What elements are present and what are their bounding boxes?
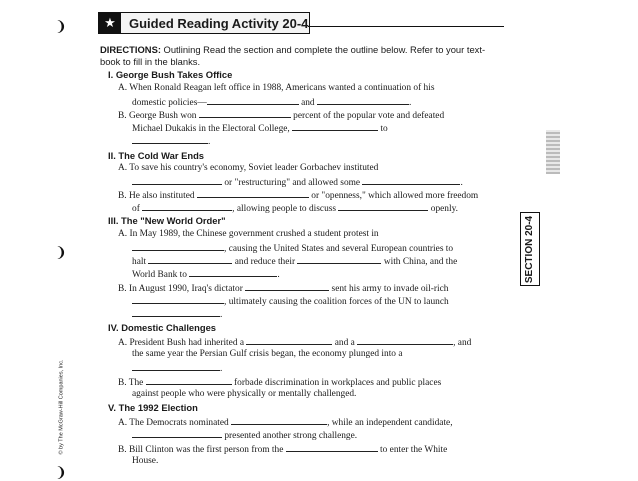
s4-b-line-1 [118, 376, 441, 389]
s5-b-text: B. Bill Clinton was the first person from the [118, 445, 284, 455]
blank[interactable] [142, 202, 232, 211]
blank[interactable] [132, 429, 222, 438]
copyright-notice [58, 360, 68, 460]
s2-a-line-2: or "restructuring" and allowed some . [132, 176, 463, 189]
s1-b-text: B. George Bush won [118, 111, 197, 121]
s3-a-text-4: World Bank to [132, 270, 187, 280]
section-tab [520, 212, 540, 286]
blank[interactable] [286, 443, 378, 452]
s2-b-text-3: , allowing people to discuss [232, 204, 337, 214]
s3-b-line-3: . [132, 308, 222, 321]
title-banner [98, 12, 310, 34]
edge-shading [546, 130, 560, 174]
blank[interactable] [245, 282, 329, 291]
blank[interactable] [297, 255, 381, 264]
s3-a-text-2: and reduce their [234, 257, 296, 267]
s5-b-line-2: House. [132, 456, 159, 466]
s1-b-text-3: Michael Dukakis in the Electoral College, [132, 124, 290, 134]
s5-b-line-1 [118, 443, 447, 456]
s3-a-line-1: A. In May 1989, the Chinese government crushed a student protest in [118, 229, 379, 239]
s5-a-text-2: , while an independent candidate, [327, 418, 453, 428]
s3-b-text: B. In August 1990, Iraq's dictator [118, 284, 243, 294]
directions-text-1: Outlining Read the section and complete the outline below. Refer to your text- [163, 44, 486, 55]
s4-a-text: A. President Bush had inherited a [118, 338, 245, 348]
binder-hole-mark-bottom: ❩ [55, 465, 67, 481]
heading-section-3: III. The "New World Order" [108, 215, 226, 226]
s4-a-line-2: the same year the Persian Gulf crisis began, the economy plunged into a [132, 349, 403, 359]
blank[interactable] [207, 96, 299, 105]
blank[interactable] [199, 109, 291, 118]
s2-b-openly: openly. [430, 204, 458, 214]
s3-b-text-3: , ultimately causing the coalition forces of the UN to launch [224, 297, 449, 307]
title-rule [308, 26, 504, 27]
s3-b-line-1 [118, 282, 448, 295]
blank[interactable] [132, 308, 220, 317]
s5-b-text-2: to enter the White [380, 445, 448, 455]
s2-b-line-2 [132, 202, 458, 215]
blank[interactable] [189, 268, 277, 277]
s1-a-and: and [301, 98, 315, 108]
s1-b-to: to [380, 124, 388, 134]
blank[interactable] [148, 255, 232, 264]
page-title: Guided Reading Activity 20-4 [129, 15, 309, 31]
blank[interactable] [357, 336, 453, 345]
s1-a-line-2: domestic policies— and . [132, 98, 412, 108]
star-icon: ★ [99, 13, 121, 33]
s4-a-line-1 [118, 336, 471, 349]
s4-b-line-2: against people who were physically or mentally challenged. [132, 389, 357, 399]
binder-hole-mark-top: ❩ [55, 19, 67, 35]
directions-label: DIRECTIONS: [100, 44, 161, 55]
s4-a-and-2: , and [453, 338, 472, 348]
s3-a-text-3: with China, and the [383, 257, 458, 267]
s2-b-text-2: or "openness," which allowed more freedom [311, 191, 479, 201]
heading-section-1: I. George Bush Takes Office [108, 69, 233, 80]
copyright-text: © by The McGraw-Hill Companies, Inc. [58, 359, 65, 455]
s3-a-text: , causing the United States and several European countries to [224, 244, 454, 254]
blank[interactable] [132, 362, 220, 371]
blank[interactable] [146, 376, 232, 385]
binder-hole-mark-middle: ❩ [55, 245, 67, 261]
blank[interactable] [317, 96, 409, 105]
s3-a-line-2 [132, 242, 453, 255]
heading-section-5: V. The 1992 Election [108, 402, 198, 413]
s1-b-line-3: . [132, 135, 210, 148]
s3-b-line-2 [132, 295, 449, 308]
heading-section-4: IV. Domestic Challenges [108, 322, 217, 333]
s2-b-of: of [132, 204, 140, 214]
s4-a-and: and a [334, 338, 355, 348]
blank[interactable] [197, 189, 309, 198]
blank[interactable] [338, 202, 428, 211]
s2-b-text: B. He also instituted [118, 191, 195, 201]
s3-b-text-2: sent his army to invade oil-rich [331, 284, 449, 294]
s1-a-line-1: A. When Ronald Reagan left office in 1988, Americans wanted a continuation of his [118, 83, 435, 93]
s4-b-text-2: forbade discrimination in workplaces and public places [234, 378, 442, 388]
heading-section-2: II. The Cold War Ends [108, 150, 205, 161]
s3-a-halt: halt [132, 257, 147, 267]
s3-a-line-3 [132, 255, 457, 268]
section-tab-label: SECTION 20-4 [524, 215, 536, 283]
blank[interactable] [132, 242, 224, 251]
s2-a-text: or "restructuring" and allowed some [224, 178, 361, 188]
s4-a-line-3: . [132, 362, 222, 375]
s1-a-text: domestic policies— [132, 98, 207, 108]
s5-a-text-3: presented another strong challenge. [224, 431, 358, 441]
blank[interactable] [362, 176, 460, 185]
s1-b-text-2: percent of the popular vote and defeated [293, 111, 445, 121]
blank[interactable] [132, 135, 208, 144]
s4-b-text: B. The [118, 378, 144, 388]
directions-line-2: book to fill in the blanks. [100, 56, 201, 67]
blank[interactable] [292, 122, 378, 131]
s2-b-line-1 [118, 189, 478, 202]
s3-a-line-4: World Bank to . [132, 270, 280, 280]
blank[interactable] [231, 416, 327, 425]
blank[interactable] [132, 295, 224, 304]
s1-b-line-1 [118, 109, 444, 122]
s2-a-line-1: A. To save his country's economy, Soviet leader Gorbachev instituted [118, 163, 379, 173]
s5-a-text: A. The Democrats nominated [118, 418, 229, 428]
directions-line-1 [100, 44, 485, 55]
blank[interactable] [132, 176, 222, 185]
s5-a-line-1 [118, 416, 453, 429]
blank[interactable] [246, 336, 332, 345]
s1-b-line-2 [132, 122, 388, 135]
s5-a-line-2 [132, 429, 357, 442]
